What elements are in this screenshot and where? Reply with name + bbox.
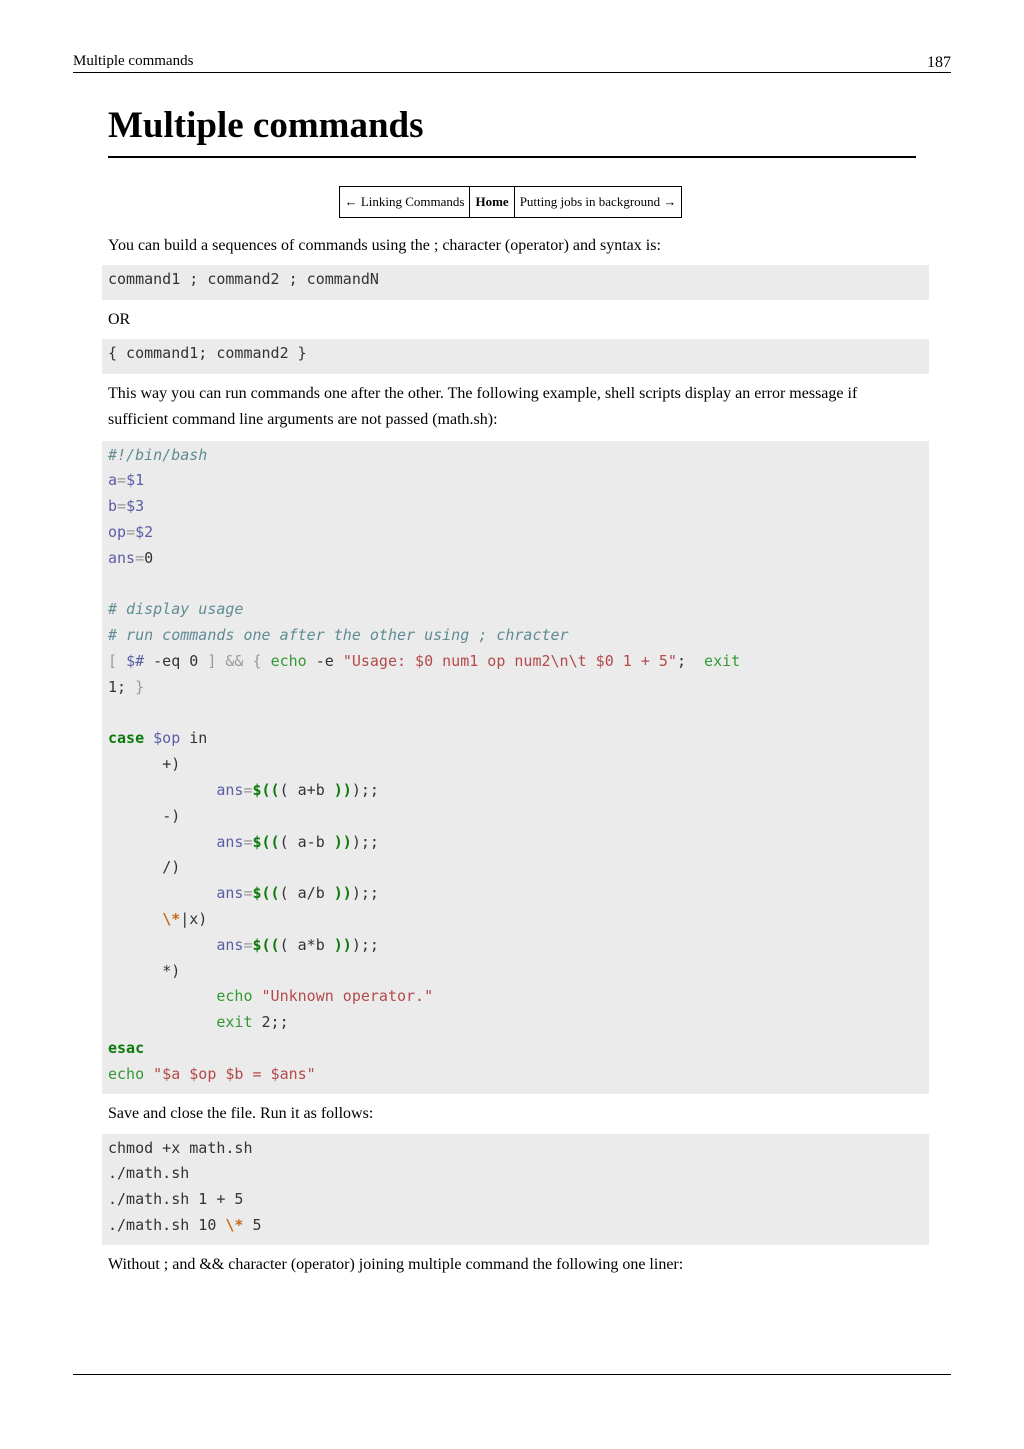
code-token: echo — [270, 651, 307, 670]
code-token: 2;; — [252, 1013, 289, 1032]
code-block-run — [102, 1134, 929, 1245]
chapter-navigation — [339, 186, 683, 218]
code-var: op — [108, 522, 127, 541]
code-token: [ — [108, 651, 118, 670]
code-var: $op — [153, 729, 181, 748]
code-token: );; — [351, 884, 379, 903]
code-keyword: esac — [108, 1038, 145, 1057]
code-line: ./math.sh 1 + 5 — [108, 1190, 244, 1209]
code-pattern: *) — [162, 961, 181, 980]
code-block-math-script: #!/bin/bash a=$1 b=$3 op=$2 ans=0 # display usage # run commands one after the other using ; chracter [ $# -eq 0 ] && { echo -e "Usage: $0 num1 op num2\n\t $0 1 + 5"; exit 1; } case $op in +) ans=$((( a+b )));; -) ans=$((( a-b )));; /) ans=$((( a/b )));; \*|x) ans=$((( a*b )));; *) echo "Unknown operator." exit 2;; esac echo "$a $op $b = $ans" — [102, 441, 929, 1094]
nav-prev-link[interactable]: ← Linking Commands — [339, 187, 470, 218]
running-header — [73, 50, 951, 73]
code-token: );; — [351, 832, 379, 851]
code-token: -e — [306, 651, 343, 670]
code-escape: \* — [162, 909, 181, 928]
or-paragraph: OR — [108, 310, 131, 328]
code-line: ./math.sh 10 — [108, 1215, 226, 1234]
code-pattern: |x) — [180, 909, 208, 928]
page-number: 187 — [927, 54, 951, 71]
code-var: ans — [216, 935, 244, 954]
code-token: in — [180, 729, 208, 748]
code-string: "Unknown operator." — [261, 987, 434, 1006]
code-shebang: #!/bin/bash — [108, 445, 208, 464]
page-content — [108, 100, 921, 1278]
code-token: $(( — [252, 832, 280, 851]
code-var: ans — [216, 832, 244, 851]
code-line: command1 ; command2 ; commandN — [108, 270, 379, 288]
code-value: $1 — [126, 471, 145, 490]
code-var: ans — [216, 884, 244, 903]
code-comment: # run commands one after the other using ; chracter — [108, 626, 569, 645]
code-var: ans — [216, 780, 244, 799]
page-title: Multiple commands — [108, 100, 916, 158]
code-token: )) — [333, 832, 352, 851]
code-line: 5 — [243, 1215, 262, 1234]
code-line: { command1; command2 } — [108, 343, 307, 362]
footer-rule — [73, 1374, 951, 1375]
code-block-braces — [102, 339, 929, 374]
nav-home-link[interactable]: Home — [470, 187, 514, 218]
code-line: chmod +x math.sh — [108, 1138, 253, 1157]
code-token: exit — [216, 1013, 253, 1032]
code-pattern: -) — [162, 806, 181, 825]
code-token: $(( — [252, 780, 280, 799]
code-token: )) — [333, 780, 352, 799]
intro-paragraph: You can build a sequences of commands using the ; character (operator) and syntax is: — [108, 237, 661, 254]
code-pattern: /) — [162, 858, 181, 877]
code-pattern: +) — [162, 755, 181, 774]
code-value: 0 — [144, 548, 154, 567]
nav-next-link[interactable]: Putting jobs in background → — [514, 187, 682, 218]
code-token: $(( — [252, 884, 280, 903]
running-header-title: Multiple commands — [73, 53, 194, 69]
code-value: $2 — [135, 522, 154, 541]
code-token: echo — [216, 987, 253, 1006]
without-paragraph: Without ; and && character (operator) joining multiple command the following one liner: — [108, 1255, 684, 1273]
code-var: a — [108, 471, 118, 490]
code-token: echo — [108, 1064, 145, 1083]
code-escape: \* — [225, 1215, 244, 1234]
code-token: )) — [333, 935, 352, 954]
code-keyword: case — [108, 729, 145, 748]
code-token: { — [252, 651, 262, 670]
code-token: ( a-b — [279, 832, 334, 851]
code-token: ] — [207, 651, 217, 670]
code-string: "Usage: $0 num1 op num2\n\t $0 1 + 5" — [342, 651, 677, 670]
code-token: ( a/b — [279, 884, 334, 903]
code-string: "$a $op $b = $ans" — [153, 1064, 316, 1083]
code-token: 1; — [108, 677, 127, 696]
code-var: b — [108, 497, 118, 516]
code-token: );; — [351, 780, 379, 799]
code-value: $3 — [126, 497, 145, 516]
save-paragraph: Save and close the file. Run it as follows: — [108, 1104, 374, 1122]
code-var: ans — [108, 548, 136, 567]
code-token: );; — [351, 935, 379, 954]
code-line: ./math.sh — [108, 1164, 190, 1183]
code-token: )) — [333, 884, 352, 903]
code-comment: # display usage — [108, 600, 244, 619]
code-block-syntax — [102, 265, 929, 300]
code-token: } — [135, 677, 145, 696]
code-token: $(( — [252, 935, 280, 954]
code-token: -eq 0 — [144, 651, 208, 670]
code-token: exit — [704, 651, 741, 670]
code-token: $# — [126, 651, 145, 670]
code-token: ( a*b — [279, 935, 334, 954]
code-token: ( a+b — [279, 780, 334, 799]
example-paragraph: This way you can run commands one after the other. The following example, shell scripts display an error message if sufficient command line arguments are not passed (math.sh): — [108, 384, 858, 428]
code-token: && — [225, 651, 244, 670]
